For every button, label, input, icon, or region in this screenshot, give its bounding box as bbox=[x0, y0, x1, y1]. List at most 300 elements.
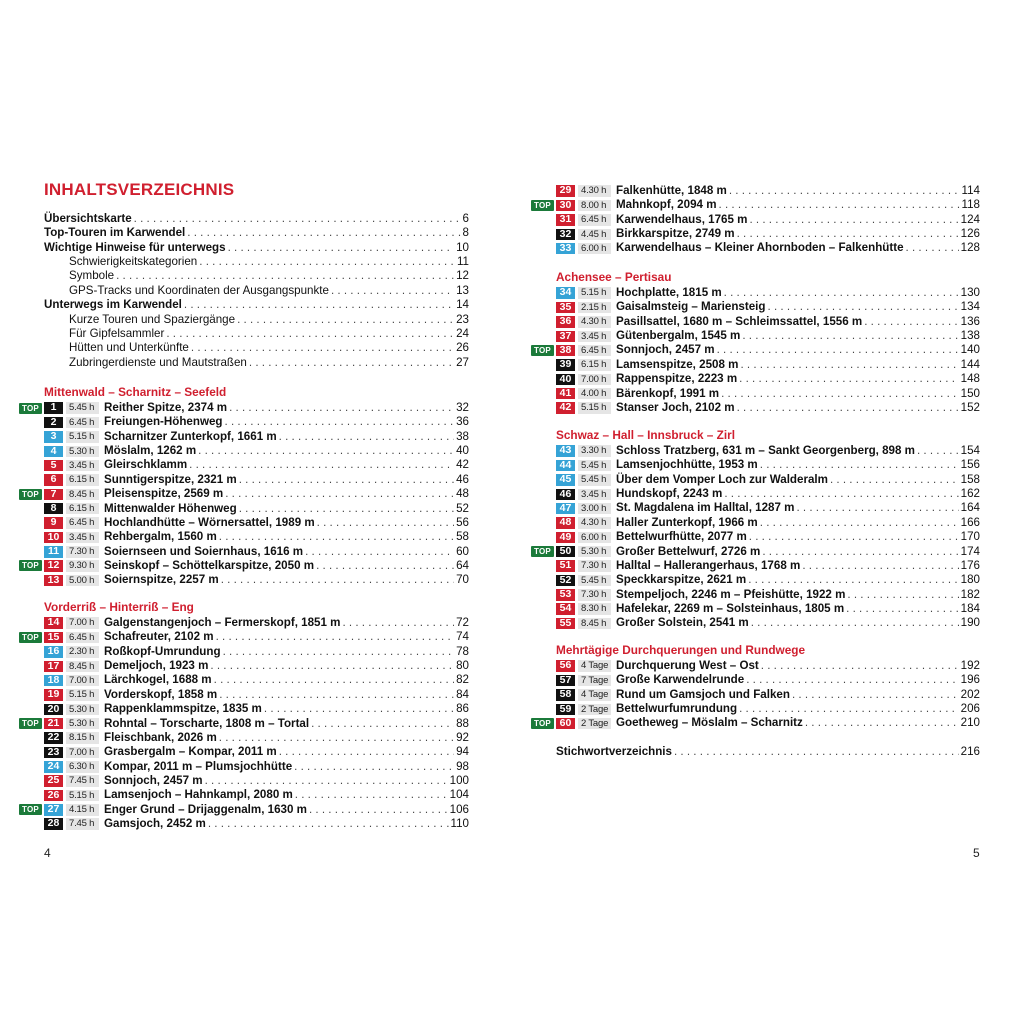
toc-entry[interactable] bbox=[44, 313, 469, 327]
tour-name: Hundskopf, 2243 m bbox=[616, 487, 723, 501]
tour-page: 110 bbox=[450, 817, 469, 831]
tour-row[interactable] bbox=[534, 716, 980, 730]
tour-name: St. Magdalena im Halltal, 1287 m bbox=[616, 501, 795, 515]
tour-name: Karwendelhaus, 1765 m bbox=[616, 212, 748, 226]
tour-row[interactable] bbox=[556, 516, 980, 530]
tour-row[interactable] bbox=[22, 716, 469, 731]
tour-row[interactable] bbox=[44, 430, 469, 444]
tour-row[interactable] bbox=[22, 558, 469, 573]
toc-entry-page: 12 bbox=[456, 269, 469, 283]
tour-name: Soiernseen und Soiernhaus, 1616 m bbox=[104, 544, 304, 558]
tour-name: Pleisenspitze, 2569 m bbox=[104, 487, 224, 501]
tour-row[interactable] bbox=[556, 602, 980, 616]
dot-leader bbox=[184, 298, 454, 312]
toc-entry[interactable] bbox=[44, 284, 469, 298]
tour-row[interactable] bbox=[22, 630, 469, 644]
tour-duration: 5.15 h bbox=[578, 287, 611, 299]
toc-entry[interactable] bbox=[44, 341, 469, 355]
top-badge: TOP bbox=[19, 804, 42, 815]
tour-page: 80 bbox=[456, 659, 469, 673]
dot-leader bbox=[748, 573, 958, 587]
dot-leader bbox=[279, 430, 454, 444]
tour-number-badge: 27 bbox=[44, 804, 63, 816]
tour-page: 170 bbox=[960, 530, 980, 544]
tour-duration: 3.45 h bbox=[66, 460, 99, 472]
tour-name: Lamsenjochhütte, 1953 m bbox=[616, 458, 758, 472]
tour-page: 82 bbox=[456, 673, 469, 687]
dot-leader bbox=[305, 545, 454, 559]
toc-entry[interactable] bbox=[44, 356, 469, 370]
tour-page: 202 bbox=[960, 687, 980, 701]
dot-leader bbox=[219, 530, 454, 544]
tour-page: 136 bbox=[960, 314, 980, 328]
dot-leader bbox=[674, 745, 959, 759]
tour-duration: 9.30 h bbox=[66, 560, 99, 572]
tour-row[interactable] bbox=[44, 502, 469, 516]
tour-row[interactable] bbox=[44, 659, 469, 673]
tour-name: Halltal – Hallerangerhaus, 1768 m bbox=[616, 558, 801, 572]
dot-leader bbox=[751, 616, 959, 630]
dot-leader bbox=[223, 645, 455, 659]
tour-row[interactable] bbox=[556, 213, 980, 227]
tour-duration: 8.45 h bbox=[66, 489, 99, 501]
tour-name: Vorderskopf, 1858 m bbox=[104, 687, 218, 701]
tour-row[interactable] bbox=[534, 198, 980, 212]
tour-row[interactable] bbox=[44, 788, 469, 802]
tour-row[interactable] bbox=[556, 444, 980, 458]
tour-duration: 6.45 h bbox=[66, 632, 99, 644]
tour-row[interactable] bbox=[44, 688, 469, 702]
dot-leader bbox=[239, 473, 454, 487]
top-badge: TOP bbox=[531, 546, 554, 557]
tour-row[interactable] bbox=[556, 372, 980, 386]
tour-number-badge: 12 bbox=[44, 560, 63, 572]
tour-number-badge: 18 bbox=[44, 675, 63, 687]
tour-row[interactable] bbox=[556, 573, 980, 587]
tour-number-badge: 5 bbox=[44, 460, 63, 472]
tour-name: Bettelwurfhütte, 2077 m bbox=[616, 530, 747, 544]
tour-name: Grasbergalm – Kompar, 2011 m bbox=[104, 745, 277, 759]
dot-leader bbox=[737, 227, 959, 241]
tour-name: Karwendelhaus – Kleiner Ahornboden – Falkenhütte bbox=[616, 241, 904, 255]
tour-row[interactable] bbox=[534, 544, 980, 559]
dot-leader bbox=[739, 702, 959, 716]
tour-name: Gamsjoch, 2452 m bbox=[104, 817, 206, 831]
tour-name: Gütenbergalm, 1545 m bbox=[616, 329, 741, 343]
toc-entry[interactable] bbox=[44, 241, 469, 255]
dot-leader bbox=[116, 269, 454, 283]
toc-entry-label: Zubringerdienste und Mautstraßen bbox=[69, 355, 247, 369]
dot-leader bbox=[331, 284, 454, 298]
tour-page: 86 bbox=[456, 702, 469, 716]
tour-page: 40 bbox=[456, 444, 469, 458]
tour-row[interactable] bbox=[556, 673, 980, 687]
toc-entry[interactable] bbox=[44, 269, 469, 283]
tour-list bbox=[534, 444, 980, 631]
tour-page: 126 bbox=[960, 227, 980, 241]
tour-number-badge: 19 bbox=[44, 689, 63, 701]
tour-number-badge: 20 bbox=[44, 704, 63, 716]
dot-leader bbox=[198, 444, 454, 458]
toc-entry-label: Symbole bbox=[69, 269, 115, 283]
tour-duration: 8.30 h bbox=[578, 603, 611, 615]
tour-duration: 3.00 h bbox=[578, 503, 611, 515]
tour-row[interactable] bbox=[44, 458, 469, 472]
tour-page: 180 bbox=[960, 573, 980, 587]
tour-row[interactable] bbox=[556, 401, 980, 415]
tour-page: 48 bbox=[456, 487, 469, 501]
tour-page: 92 bbox=[456, 730, 469, 744]
tour-name: Gleirschklamm bbox=[104, 458, 188, 472]
tour-number-badge: 34 bbox=[556, 287, 575, 299]
tour-number-badge: 41 bbox=[556, 388, 575, 400]
tour-name: Freiungen-Höhenweg bbox=[104, 415, 223, 429]
toc-entry-label: Übersichtskarte bbox=[44, 212, 132, 225]
top-badge: TOP bbox=[19, 489, 42, 500]
tour-name: Großer Solstein, 2541 m bbox=[616, 616, 749, 630]
tour-number-badge: 51 bbox=[556, 560, 575, 572]
tour-page: 56 bbox=[456, 515, 469, 529]
tour-name: Sunntigerspitze, 2321 m bbox=[104, 472, 237, 486]
index-entry[interactable] bbox=[556, 745, 980, 759]
tour-name: Rohntal – Torscharte, 1808 m – Tortal bbox=[104, 716, 310, 730]
tour-row[interactable] bbox=[44, 731, 469, 745]
tour-duration: 5.45 h bbox=[578, 474, 611, 486]
tour-page: 210 bbox=[960, 716, 980, 730]
tour-page: 42 bbox=[456, 458, 469, 472]
tour-name: Lamsenjoch – Hahnkampl, 2080 m bbox=[104, 788, 293, 802]
tour-duration: 6.15 h bbox=[66, 503, 99, 515]
toc-entry-page: 24 bbox=[456, 326, 469, 340]
tour-list bbox=[534, 659, 980, 731]
tour-page: 38 bbox=[456, 429, 469, 443]
dot-leader bbox=[761, 659, 959, 673]
tour-name: Haller Zunterkopf, 1966 m bbox=[616, 515, 758, 529]
toc-entry[interactable] bbox=[44, 298, 469, 312]
dot-leader bbox=[187, 226, 460, 240]
dot-leader bbox=[225, 487, 454, 501]
dot-leader bbox=[311, 717, 454, 731]
tour-number-badge: 37 bbox=[556, 331, 575, 343]
tour-duration: 8.00 h bbox=[578, 200, 611, 212]
dot-leader bbox=[749, 213, 958, 227]
tour-list bbox=[22, 401, 469, 588]
tour-duration: 2 Tage bbox=[578, 704, 611, 716]
tour-row[interactable] bbox=[556, 559, 980, 573]
tour-name: Hafelekar, 2269 m – Solsteinhaus, 1805 m bbox=[616, 601, 845, 615]
tour-name: Scharnitzer Zunterkopf, 1661 m bbox=[104, 429, 277, 443]
tour-duration: 7.45 h bbox=[66, 775, 99, 787]
tour-name: Reither Spitze, 2374 m bbox=[104, 401, 228, 414]
tour-number-badge: 16 bbox=[44, 646, 63, 658]
tour-page: 140 bbox=[960, 343, 980, 357]
tour-page: 74 bbox=[456, 630, 469, 644]
tour-row[interactable] bbox=[556, 184, 980, 198]
tour-duration: 7.00 h bbox=[66, 747, 99, 759]
tour-page: 192 bbox=[960, 659, 980, 672]
tour-row[interactable] bbox=[44, 673, 469, 687]
toc-entry-page: 8 bbox=[462, 226, 469, 240]
tour-duration: 5.00 h bbox=[66, 575, 99, 587]
dot-leader bbox=[205, 774, 448, 788]
tour-row[interactable] bbox=[44, 760, 469, 774]
toc-entry-page: 6 bbox=[462, 212, 469, 225]
toc-entry[interactable] bbox=[44, 327, 469, 341]
tour-row[interactable] bbox=[556, 241, 980, 255]
tour-page: 106 bbox=[449, 802, 469, 816]
tour-name: Großer Bettelwurf, 2726 m bbox=[616, 544, 761, 558]
tour-number-badge: 59 bbox=[556, 704, 575, 716]
tour-page: 64 bbox=[456, 558, 469, 572]
tour-name: Rappenklammspitze, 1835 m bbox=[104, 702, 262, 716]
tour-page: 184 bbox=[960, 601, 980, 615]
tour-name: Speckkarspitze, 2621 m bbox=[616, 573, 747, 587]
tour-number-badge: 47 bbox=[556, 503, 575, 515]
tour-page: 98 bbox=[456, 759, 469, 773]
tour-duration: 2.15 h bbox=[578, 302, 611, 314]
tour-number-badge: 46 bbox=[556, 489, 575, 501]
tour-duration: 7 Tage bbox=[578, 675, 611, 687]
tour-name: Schloss Tratzberg, 631 m – Sankt Georgenberg, 898 m bbox=[616, 444, 915, 457]
tour-number-badge: 23 bbox=[44, 747, 63, 759]
tour-duration: 4.00 h bbox=[578, 388, 611, 400]
tour-page: 196 bbox=[960, 673, 980, 687]
tour-duration: 4.15 h bbox=[66, 804, 99, 816]
tour-name: Seinskopf – Schöttelkarspitze, 2050 m bbox=[104, 558, 315, 572]
tour-number-badge: 53 bbox=[556, 589, 575, 601]
tour-name: Lamsenspitze, 2508 m bbox=[616, 357, 739, 371]
tour-page: 150 bbox=[960, 386, 980, 400]
dot-leader bbox=[762, 545, 958, 559]
tour-row[interactable] bbox=[556, 286, 980, 300]
top-badge: TOP bbox=[531, 718, 554, 729]
top-badge: TOP bbox=[19, 560, 42, 571]
tour-number-badge: 11 bbox=[44, 546, 63, 558]
tour-duration: 4.30 h bbox=[578, 517, 611, 529]
dot-leader bbox=[740, 358, 958, 372]
tour-number-badge: 39 bbox=[556, 359, 575, 371]
tour-page: 166 bbox=[960, 515, 980, 529]
dot-leader bbox=[737, 401, 959, 415]
tour-name: Bettelwurfumrundung bbox=[616, 702, 738, 716]
top-badge: TOP bbox=[19, 718, 42, 729]
tour-duration: 5.15 h bbox=[66, 689, 99, 701]
dot-leader bbox=[917, 444, 959, 458]
tour-row[interactable] bbox=[556, 227, 980, 241]
dot-leader bbox=[134, 212, 461, 226]
tour-row[interactable] bbox=[556, 329, 980, 343]
tour-list bbox=[22, 616, 469, 831]
toc-entry-label: Unterwegs im Karwendel bbox=[44, 298, 182, 312]
tour-row[interactable] bbox=[44, 702, 469, 716]
tour-number-badge: 1 bbox=[44, 402, 63, 414]
tour-number-badge: 28 bbox=[44, 818, 63, 830]
tour-number-badge: 25 bbox=[44, 775, 63, 787]
toc-entry[interactable] bbox=[44, 255, 469, 269]
tour-number-badge: 38 bbox=[556, 345, 575, 357]
tour-page: 162 bbox=[960, 487, 980, 501]
tour-row[interactable] bbox=[44, 774, 469, 788]
tour-name: Galgenstangenjoch – Fermerskopf, 1851 m bbox=[104, 616, 341, 629]
tour-row[interactable] bbox=[556, 588, 980, 602]
tour-row[interactable] bbox=[44, 530, 469, 544]
tour-name: Bärenkopf, 1991 m bbox=[616, 386, 720, 400]
dot-leader bbox=[805, 716, 959, 730]
tour-row[interactable] bbox=[44, 616, 469, 630]
tour-row[interactable] bbox=[556, 659, 980, 673]
tour-row[interactable] bbox=[22, 487, 469, 501]
toc-entry-page: 13 bbox=[456, 283, 469, 297]
dot-leader bbox=[316, 559, 454, 573]
tour-row[interactable] bbox=[22, 401, 469, 415]
tour-duration: 4.30 h bbox=[578, 316, 611, 328]
tour-name: Enger Grund – Drijaggenalm, 1630 m bbox=[104, 802, 307, 816]
dot-leader bbox=[229, 401, 454, 415]
tour-row[interactable] bbox=[556, 688, 980, 702]
tour-page: 52 bbox=[456, 501, 469, 515]
tour-name: Stanser Joch, 2102 m bbox=[616, 400, 735, 414]
tour-number-badge: 15 bbox=[44, 632, 63, 644]
toc-entry-label: Hütten und Unterkünfte bbox=[69, 341, 189, 355]
toc-entry[interactable] bbox=[44, 226, 469, 240]
tour-row[interactable] bbox=[556, 358, 980, 372]
dot-leader bbox=[166, 327, 454, 341]
toc-entry-label: Kurze Touren und Spaziergänge bbox=[69, 312, 236, 326]
tour-number-badge: 52 bbox=[556, 575, 575, 587]
tour-name: Mahnkopf, 2094 m bbox=[616, 198, 717, 212]
tour-name: Lärchkogel, 1688 m bbox=[104, 673, 212, 687]
tour-duration: 5.45 h bbox=[66, 402, 99, 414]
tour-row[interactable] bbox=[44, 817, 469, 831]
tour-duration: 5.30 h bbox=[578, 546, 611, 558]
tour-duration: 4 Tage bbox=[578, 689, 611, 701]
dot-leader bbox=[239, 502, 454, 516]
tour-duration: 5.30 h bbox=[66, 718, 99, 730]
dot-leader bbox=[216, 630, 455, 644]
tour-row[interactable] bbox=[22, 802, 469, 817]
tour-duration: 6.45 h bbox=[578, 345, 611, 357]
toc-entry[interactable] bbox=[44, 212, 469, 226]
tour-duration: 4.45 h bbox=[578, 229, 611, 241]
tour-row[interactable] bbox=[534, 343, 980, 357]
tour-row[interactable] bbox=[556, 458, 980, 472]
toc-entry-page: 10 bbox=[456, 240, 469, 254]
tour-number-badge: 43 bbox=[556, 445, 575, 457]
tour-name: Rehbergalm, 1560 m bbox=[104, 530, 217, 544]
tour-number-badge: 56 bbox=[556, 660, 575, 672]
tour-number-badge: 3 bbox=[44, 431, 63, 443]
top-badge: TOP bbox=[19, 632, 42, 643]
tour-page: 78 bbox=[456, 644, 469, 658]
tour-duration: 7.00 h bbox=[66, 617, 99, 629]
tour-name: Rund um Gamsjoch und Falken bbox=[616, 687, 790, 701]
tour-row[interactable] bbox=[556, 487, 980, 501]
tour-duration: 6.45 h bbox=[578, 214, 611, 226]
dot-leader bbox=[264, 702, 454, 716]
tour-row[interactable] bbox=[44, 545, 469, 559]
tour-page: 84 bbox=[456, 687, 469, 701]
tour-number-badge: 55 bbox=[556, 618, 575, 630]
toc-entry-page: 11 bbox=[456, 255, 469, 269]
tour-row[interactable] bbox=[556, 501, 980, 515]
tour-page: 144 bbox=[960, 357, 980, 371]
tour-number-badge: 21 bbox=[44, 718, 63, 730]
tour-row[interactable] bbox=[44, 516, 469, 530]
tour-number-badge: 17 bbox=[44, 661, 63, 673]
tour-row[interactable] bbox=[44, 645, 469, 659]
toc-entry-label: Wichtige Hinweise für unterwegs bbox=[44, 240, 226, 254]
tour-number-badge: 40 bbox=[556, 374, 575, 386]
tour-row[interactable] bbox=[44, 444, 469, 458]
tour-page: 94 bbox=[456, 745, 469, 759]
tour-page: 118 bbox=[961, 198, 980, 212]
tour-duration: 5.30 h bbox=[66, 704, 99, 716]
tour-duration: 6.15 h bbox=[66, 474, 99, 486]
tour-page: 36 bbox=[456, 415, 469, 429]
dot-leader bbox=[210, 659, 454, 673]
tour-duration: 4 Tage bbox=[578, 660, 611, 672]
tour-row[interactable] bbox=[44, 573, 469, 587]
tour-name: Mittenwalder Höhenweg bbox=[104, 501, 237, 515]
tour-page: 206 bbox=[960, 702, 980, 716]
tour-page: 104 bbox=[449, 788, 469, 802]
toc-entry-page: 23 bbox=[456, 312, 469, 326]
tour-row[interactable] bbox=[556, 387, 980, 401]
tour-page: 158 bbox=[960, 472, 980, 486]
tour-page: 134 bbox=[960, 300, 980, 314]
toc-entry-page: 14 bbox=[456, 298, 469, 312]
tour-row[interactable] bbox=[44, 745, 469, 759]
tour-name: Möslalm, 1262 m bbox=[104, 444, 197, 458]
tour-number-badge: 31 bbox=[556, 214, 575, 226]
dot-leader bbox=[237, 313, 454, 327]
dot-leader bbox=[249, 356, 454, 370]
tour-row[interactable] bbox=[556, 315, 980, 329]
tour-number-badge: 30 bbox=[556, 200, 575, 212]
tour-number-badge: 22 bbox=[44, 732, 63, 744]
tour-duration: 2 Tage bbox=[578, 718, 611, 730]
tour-row[interactable] bbox=[44, 415, 469, 429]
tour-row[interactable] bbox=[556, 702, 980, 716]
tour-page: 156 bbox=[960, 458, 980, 472]
top-badge: TOP bbox=[19, 403, 42, 414]
tour-row[interactable] bbox=[556, 616, 980, 630]
tour-duration: 8.45 h bbox=[578, 618, 611, 630]
tour-page: 190 bbox=[960, 616, 980, 630]
dot-leader bbox=[295, 788, 448, 802]
tour-page: 174 bbox=[960, 544, 980, 558]
tour-name: Demeljoch, 1923 m bbox=[104, 659, 209, 673]
tour-row[interactable] bbox=[44, 473, 469, 487]
dot-leader bbox=[742, 329, 958, 343]
tour-row[interactable] bbox=[556, 530, 980, 544]
tour-number-badge: 44 bbox=[556, 460, 575, 472]
dot-leader bbox=[228, 241, 455, 255]
tour-name: Fleischbank, 2026 m bbox=[104, 730, 217, 744]
tour-row[interactable] bbox=[556, 300, 980, 314]
tour-name: Durchquerung West – Ost bbox=[616, 659, 759, 672]
index-entry-label: Stichwortverzeichnis bbox=[556, 745, 672, 758]
tour-page: 70 bbox=[456, 573, 469, 587]
tour-page: 176 bbox=[960, 558, 980, 572]
tour-number-badge: 29 bbox=[556, 185, 575, 197]
dot-leader bbox=[830, 473, 959, 487]
tour-name: Pasillsattel, 1680 m – Schleimssattel, 1556 m bbox=[616, 314, 863, 328]
dot-leader bbox=[739, 372, 959, 386]
tour-page: 130 bbox=[960, 286, 980, 299]
tour-name: Falkenhütte, 1848 m bbox=[616, 184, 727, 197]
tour-row[interactable] bbox=[556, 473, 980, 487]
